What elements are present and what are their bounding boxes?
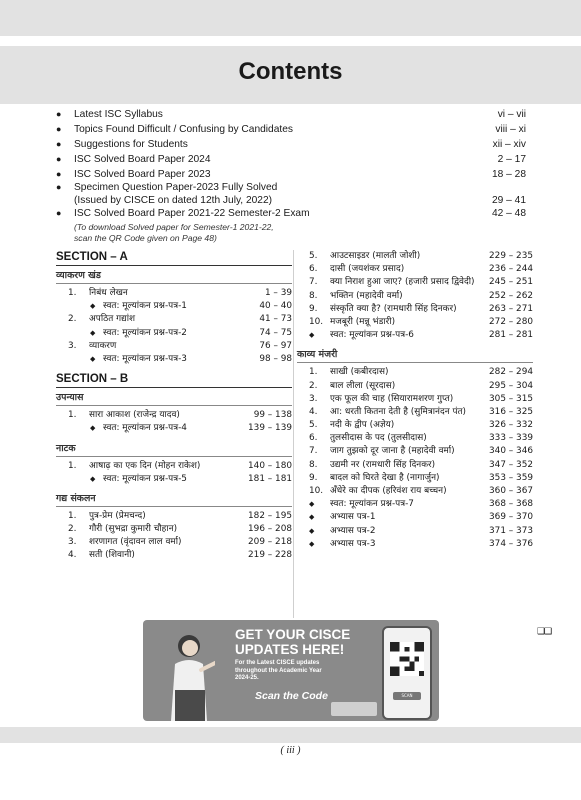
toc-row-title: आउटसाइडर (मालती जोशी): [330, 251, 421, 261]
toc-row: [297, 459, 533, 472]
toc-row: [297, 538, 533, 551]
toc-row-title: नदी के द्वीप (अज्ञेय): [330, 420, 395, 431]
toc-row-pages: 236 – 244: [489, 264, 533, 275]
toc-row-title: उद्यमी नर (रामधारी सिंह दिनकर): [330, 459, 436, 470]
top-list-item-text: (Issued by CISCE on dated 12th July, 2022): [74, 195, 273, 206]
toc-row-pages: 353 – 359: [489, 472, 533, 483]
book-icon: [331, 702, 377, 716]
gadya-continued-rows: [297, 250, 533, 342]
toc-row-pages: 347 – 352: [489, 459, 533, 470]
top-list-item-pages: 2 – 17: [497, 154, 526, 165]
toc-row-number: 5.: [309, 420, 318, 431]
toc-row-pages: 229 – 235: [489, 251, 533, 261]
toc-row-title: सती (शिवानी): [89, 550, 135, 561]
toc-row-number: 10.: [309, 486, 324, 496]
toc-row-number: 7.: [309, 446, 318, 457]
toc-row: [297, 419, 533, 432]
qr-code-icon[interactable]: [390, 642, 424, 676]
top-list-item: [56, 138, 526, 151]
toc-row: [297, 472, 533, 485]
toc-row-pages: 98 – 98: [259, 353, 292, 364]
top-list-item-text: ISC Solved Board Paper 2024: [74, 154, 211, 165]
toc-row: [56, 340, 292, 353]
toc-row-pages: 340 – 346: [489, 446, 533, 457]
toc-row-number: 6.: [309, 264, 318, 275]
toc-row-number: 2.: [309, 380, 318, 391]
toc-row: [56, 300, 292, 313]
toc-row-number: ◆: [90, 302, 96, 311]
toc-row-title: स्वत: मूल्यांकन प्रश्न-पत्र-6: [330, 330, 414, 341]
toc-row-title: स्वत: मूल्यांकन प्रश्न-पत्र-5: [103, 473, 187, 484]
toc-row: [297, 445, 533, 458]
page-number: ( iii ): [280, 745, 301, 756]
toc-row-pages: 76 – 97: [259, 340, 292, 351]
toc-row-number: ◆: [309, 500, 315, 509]
toc-row-title: अपठित गद्यांश: [89, 314, 136, 325]
bullet-icon: ●: [56, 208, 62, 218]
kavya-heading: काव्य मंजरी: [297, 348, 533, 363]
vyakaran-rows: [56, 287, 292, 366]
top-list-note: (To download Solved paper for Semester-1 2021-22,: [74, 222, 274, 232]
toc-row-title: क्या निराश हुआ जाए? (हजारी प्रसाद द्विवेदी): [330, 277, 475, 288]
banner-subtext: [235, 660, 375, 683]
bullet-icon: ●: [56, 109, 62, 119]
toc-row-pages: 74 – 75: [259, 327, 292, 338]
toc-row-number: 3.: [68, 340, 77, 351]
bullet-icon: ●: [56, 182, 62, 192]
toc-row-number: 5.: [309, 251, 318, 261]
toc-row-title: सारा आकाश (राजेन्द्र यादव): [89, 410, 180, 421]
toc-row-pages: 295 – 304: [489, 380, 533, 391]
toc-row-title: स्वत: मूल्यांकन प्रश्न-पत्र-1: [103, 301, 187, 312]
top-list-item: [56, 194, 526, 207]
toc-row-number: 6.: [309, 433, 318, 444]
vyakaran-heading: व्याकरण खंड: [56, 269, 292, 284]
toc-row-title: शरणागत (वृंदावन लाल वर्मा): [89, 537, 182, 548]
toc-row: [56, 510, 292, 523]
toc-row-title: बादल को घिरते देखा है (नागार्जुन): [330, 472, 440, 483]
toc-row: [297, 485, 533, 498]
toc-row: [56, 536, 292, 549]
toc-row-title: जाग तुझको दूर जाना है (महादेवी वर्मा): [330, 446, 455, 457]
toc-row-title: स्वत: मूल्यांकन प्रश्न-पत्र-3: [103, 353, 187, 364]
kavya-rows: [297, 366, 533, 551]
toc-row-number: 1.: [68, 410, 77, 421]
toc-row-title: एक फूल की चाह (सियारामशरण गुप्त): [330, 393, 454, 404]
bullet-icon: ●: [56, 169, 62, 179]
top-list-item-text: Suggestions for Students: [74, 139, 188, 150]
toc-row: [56, 287, 292, 300]
top-list-item: [56, 123, 526, 136]
toc-row-number: 1.: [68, 288, 77, 298]
toc-row-number: 4.: [309, 406, 318, 417]
toc-row-title: मजबूरी (मन्नू भंडारी): [330, 316, 396, 327]
toc-row: [297, 250, 533, 263]
toc-row-title: अभ्यास पत्र-3: [330, 538, 376, 549]
toc-row-number: 10.: [309, 316, 324, 327]
top-list-item-text: Specimen Question Paper-2023 Fully Solved: [74, 182, 278, 193]
toc-row: [56, 409, 292, 422]
top-list-item-pages: viii – xi: [495, 124, 526, 135]
toc-row-title: अँधेरे का दीपक (हरिवंश राय बच्चन): [330, 486, 447, 496]
toc-row-number: 1.: [68, 460, 77, 471]
toc-row-pages: 368 – 368: [489, 499, 533, 510]
toc-row-pages: 316 – 325: [489, 406, 533, 417]
toc-row-title: निबंध लेखन: [89, 288, 128, 298]
toc-row-number: 2.: [68, 314, 77, 325]
top-list-item-text: ISC Solved Board Paper 2021-22 Semester-2 Exam: [74, 208, 310, 219]
toc-row-title: स्वत: मूल्यांकन प्रश्न-पत्र-4: [103, 423, 187, 434]
toc-row: [297, 511, 533, 524]
girl-illustration: [165, 630, 215, 721]
toc-row-pages: 282 – 294: [489, 367, 533, 378]
toc-row: [297, 380, 533, 393]
toc-row-pages: 281 – 281: [489, 330, 533, 341]
top-list-item: [56, 181, 526, 194]
page-title: Contents: [238, 58, 343, 85]
top-list-item: [56, 153, 526, 166]
toc-row-title: साखी (कबीरदास): [330, 367, 389, 378]
toc-row-title: बाल लीला (सूरदास): [330, 380, 396, 391]
scan-the-code-text: Scan the Code: [255, 690, 328, 702]
toc-row-pages: 140 – 180: [248, 460, 292, 471]
top-list-item-text: Latest ISC Syllabus: [74, 109, 163, 120]
toc-row-title: स्वत: मूल्यांकन प्रश्न-पत्र-2: [103, 327, 187, 338]
toc-row-pages: 369 – 370: [489, 512, 533, 523]
toc-row: [297, 316, 533, 329]
top-list-item: [56, 108, 526, 121]
toc-row-pages: 196 – 208: [248, 524, 292, 535]
toc-row-pages: 1 – 39: [264, 288, 292, 298]
bullet-icon: ●: [56, 154, 62, 164]
toc-row-pages: 219 – 228: [248, 550, 292, 561]
toc-row-pages: 326 – 332: [489, 420, 533, 431]
toc-row: [297, 263, 533, 276]
toc-row-title: आषाढ़ का एक दिन (मोहन राकेश): [89, 460, 201, 471]
natak-heading: नाटक: [56, 442, 292, 457]
toc-row-title: दासी (जयशंकर प्रसाद): [330, 264, 405, 275]
top-list-item: [56, 168, 526, 181]
section-a-heading: SECTION – A: [56, 250, 292, 266]
toc-row-pages: 181 – 181: [248, 473, 292, 484]
toc-row-pages: 272 – 280: [489, 316, 533, 327]
toc-row-number: ◆: [90, 354, 96, 363]
toc-row-pages: 360 – 367: [489, 486, 533, 496]
top-list-item-pages: vi – vii: [497, 109, 526, 120]
right-column: [297, 250, 533, 551]
banner-subtext-line-1: For the Latest CISCE updates: [235, 660, 320, 666]
toc-row-pages: 374 – 376: [489, 538, 533, 549]
toc-row-pages: 41 – 73: [259, 314, 292, 325]
toc-row-number: ◆: [90, 328, 96, 337]
toc-row-number: 9.: [309, 472, 318, 483]
toc-row-pages: 252 – 262: [489, 290, 533, 301]
toc-row-pages: 182 – 195: [248, 510, 292, 521]
toc-row: [297, 329, 533, 342]
toc-row-number: ◆: [309, 513, 315, 522]
toc-row-number: ◆: [309, 526, 315, 535]
toc-row-number: ◆: [309, 331, 315, 340]
toc-row: [56, 460, 292, 473]
toc-row-number: 3.: [309, 393, 318, 404]
toc-row-number: 4.: [68, 550, 77, 561]
cisce-updates-banner[interactable]: [143, 620, 439, 721]
toc-row-title: गौरी (सुभद्रा कुमारी चौहान): [89, 524, 178, 535]
toc-row-pages: 99 – 138: [253, 410, 292, 421]
toc-row-pages: 371 – 373: [489, 525, 533, 536]
banner-headline: [235, 627, 350, 657]
banner-headline-line-2: UPDATES HERE!: [235, 642, 345, 657]
upanyas-rows: [56, 409, 292, 435]
toc-row: [56, 523, 292, 536]
toc-row-title: पुत्र-प्रेम (प्रेमचन्द): [89, 510, 146, 521]
banner-subtext-line-3: 2024-25.: [235, 675, 259, 681]
toc-row-number: 8.: [309, 290, 318, 301]
toc-row-title: अभ्यास पत्र-1: [330, 512, 376, 523]
toc-row-title: भक्तिन (महादेवी वर्मा): [330, 290, 403, 301]
toc-row-title: आ: धरती कितना देती है (सुमित्रानंदन पंत): [330, 406, 467, 417]
toc-row: [297, 393, 533, 406]
toc-row-pages: 40 – 40: [259, 301, 292, 312]
scan-button[interactable]: SCAN: [393, 692, 421, 700]
toc-row-pages: 245 – 251: [489, 277, 533, 288]
toc-row-pages: 209 – 218: [248, 537, 292, 548]
banner-subtext-line-2: throughout the Academic Year: [235, 667, 322, 674]
top-list-item-text: ISC Solved Board Paper 2023: [74, 169, 211, 180]
toc-row-number: ◆: [90, 424, 96, 433]
toc-row: [297, 498, 533, 511]
toc-row-number: 1.: [68, 510, 77, 521]
gadya-rows: [56, 510, 292, 563]
end-mark: ❑❑: [537, 627, 552, 637]
toc-row-number: 8.: [309, 459, 318, 470]
toc-row: [56, 353, 292, 366]
gadya-heading: गद्य संकलन: [56, 492, 292, 507]
toc-row-pages: 333 – 339: [489, 433, 533, 444]
toc-row: [56, 327, 292, 340]
toc-row: [297, 276, 533, 289]
top-list-item-pages: 42 – 48: [492, 208, 526, 219]
toc-row-number: 3.: [68, 537, 77, 548]
toc-row: [56, 313, 292, 326]
toc-row: [56, 473, 292, 486]
top-list-item-pages: 29 – 41: [492, 195, 526, 206]
top-list-item-pages: xii – xiv: [492, 139, 526, 150]
toc-row: [56, 422, 292, 435]
toc-row-title: व्याकरण: [89, 340, 117, 351]
toc-row-title: तुलसीदास के पद (तुलसीदास): [330, 433, 427, 444]
banner-headline-line-1: GET YOUR CISCE: [235, 627, 351, 642]
top-list-item-pages: 18 – 28: [492, 169, 526, 180]
phone-icon: [382, 626, 432, 720]
natak-rows: [56, 460, 292, 486]
section-b-heading: SECTION – B: [56, 372, 292, 388]
toc-row-pages: 139 – 139: [248, 423, 292, 434]
toc-row-number: ◆: [90, 474, 96, 483]
top-contents-list: [56, 108, 526, 243]
left-column: [56, 250, 292, 563]
toc-row-title: संस्कृति क्या है? (रामधारी सिंह दिनकर): [330, 303, 457, 314]
toc-row-number: 7.: [309, 277, 318, 288]
top-list-item-text: Topics Found Difficult / Confusing by Candidates: [74, 124, 293, 135]
toc-row: [297, 406, 533, 419]
header-band: [0, 0, 581, 36]
toc-row: [297, 432, 533, 445]
toc-row: [56, 549, 292, 562]
toc-row: [297, 525, 533, 538]
toc-row: [297, 303, 533, 316]
top-list-item: [56, 207, 526, 220]
toc-row-number: 1.: [309, 367, 318, 378]
toc-row: [297, 290, 533, 303]
toc-row-title: स्वत: मूल्यांकन प्रश्न-पत्र-7: [330, 499, 414, 510]
bullet-icon: ●: [56, 124, 62, 134]
toc-row-pages: 305 – 315: [489, 393, 533, 404]
toc-row-number: 2.: [68, 524, 77, 535]
toc-row-pages: 263 – 271: [489, 303, 533, 314]
top-list-note: scan the QR Code given on Page 48): [74, 232, 217, 243]
toc-row: [297, 366, 533, 379]
bullet-icon: ●: [56, 139, 62, 149]
toc-row-title: अभ्यास पत्र-2: [330, 525, 376, 536]
toc-row-number: 9.: [309, 303, 318, 314]
column-divider: [293, 250, 294, 618]
footer-band: [0, 727, 581, 743]
toc-row-number: ◆: [309, 539, 315, 548]
upanyas-heading: उपन्यास: [56, 391, 292, 406]
